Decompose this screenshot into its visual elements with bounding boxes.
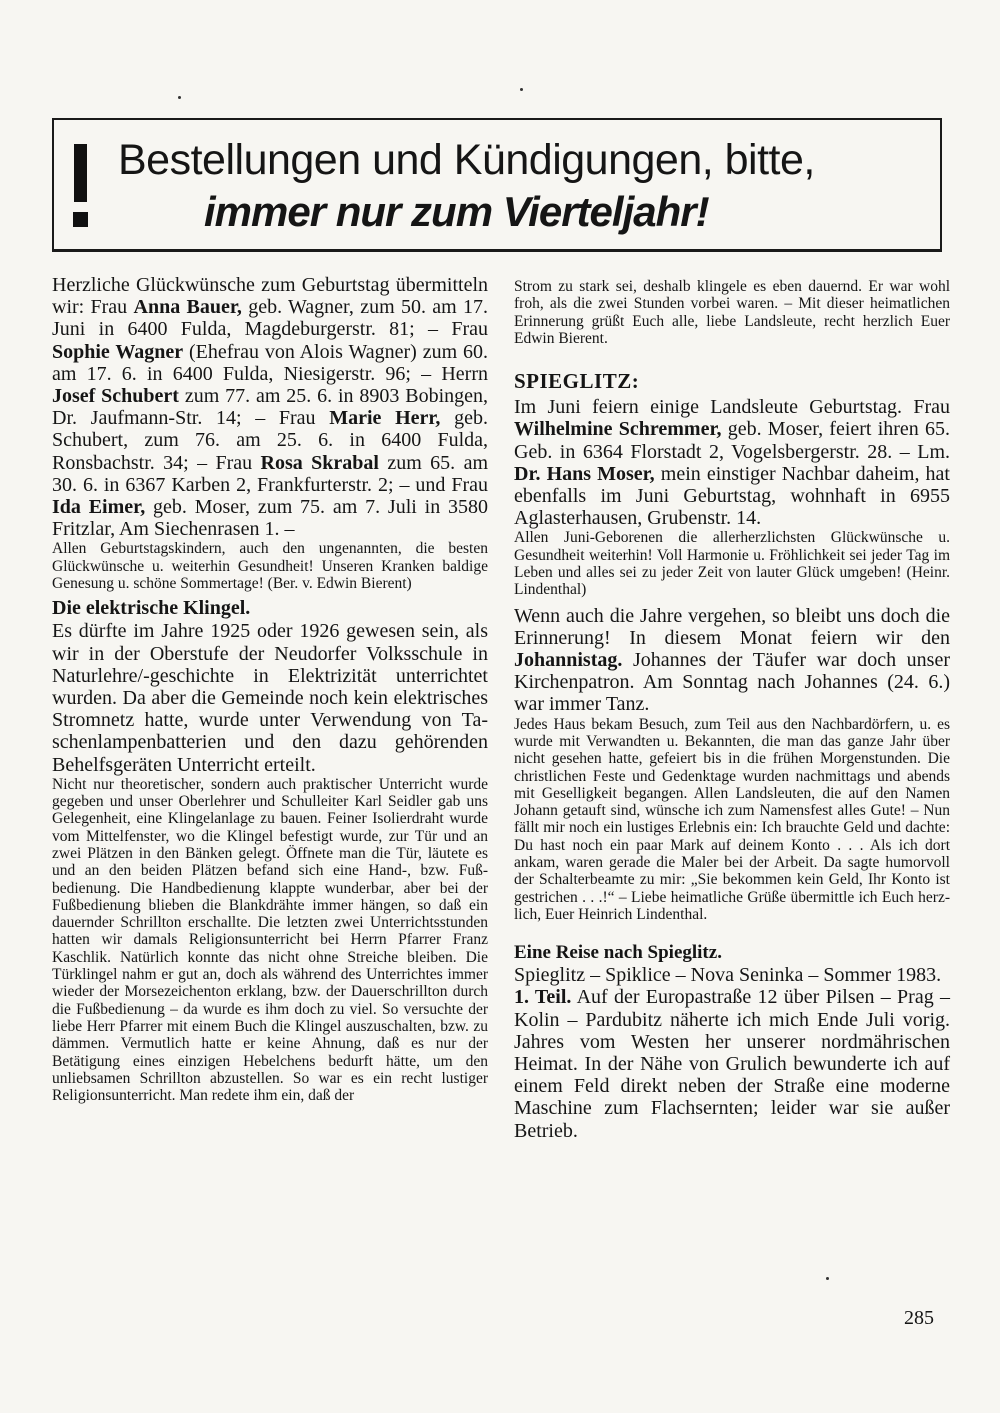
person-name: Dr. Hans Moser, (514, 462, 655, 485)
johannistag-label: Johannistag. (514, 649, 623, 671)
exclamation-icon (72, 144, 90, 232)
person-name: Ida Eimer, (52, 496, 146, 519)
banner-headline: Bestellungen und Kündigungen, bitte, (118, 136, 815, 184)
banner-subheadline: immer nur zum Vierteljahr! (204, 188, 709, 235)
scan-speck (178, 96, 181, 99)
person-name: Anna Bauer, (133, 296, 242, 319)
person-name: Wilhelmine Schremmer, (514, 418, 722, 441)
person-name: Marie Herr, (329, 407, 441, 430)
greetings-closing: Allen Geburtstagskindern, auch den ungenannten, die besten Glückwünsche u. weiterhin Gesundheit! Unseren Kranken baldige Genesung u. schöne Sommertage! (Ber. v. Edwin Bierent) (52, 540, 488, 593)
teil-label: 1. Teil. (514, 986, 572, 1009)
right-column (514, 278, 950, 1142)
spieglitz-greetings: Im Juni feiern einige Landsleute Geburtstag. Frau Wilhelmine Schremmer, geb. Moser, feiert ihren 65. Geb. in 6364 Florstadt 2, Vogelsbergerstr. 28. – Lm. Dr. Hans Moser, mein einstiger Nachbar daheim, hat ebenfalls im Juni Geburtstag, wohnhaft in 6955 Aglasterhausen, Grubenstr. 14. (514, 396, 951, 530)
scan-speck (520, 88, 523, 91)
johannis-intro: Wenn auch die Jahre vergehen, so bleibt uns doch die Erinnerung! In diesem Monat feiern wir den Johannistag. Johannes der Täufer war doch unser Kirchenpatron. Am Sonntag nach Johannes (24. 6.) war immer Tanz. (514, 604, 950, 716)
klingel-heading: Die elektrische Klingel. (52, 597, 251, 620)
person-name: Sophie Wagner (52, 340, 184, 363)
birthday-greetings: Herzliche Glückwünsche zum Geburtstag übermitteln wir: Frau Anna Bauer, geb. Wagner, zum 50. am 17. Juni in 6400 Fulda, Magdeburgerstr. 81; – Frau Sophie Wagner (Ehefrau von Alois Wagner) zum 60. am 17. 6. in 6400 Fulda, Niesigerstr. 96; – Herrn Josef Schubert zum 77. am 25. 6. in 8903 Bobingen, Dr. Jaufmann-Str. 14; – Frau Marie Herr, geb. Schubert, zum 76. am 25. 6. in 6400 Fulda, Ronsbachstr. 34; – Frau Rosa Skrabal zum 65. am 30. 6. in 6367 Karben 2, Frankfurterstr. 2; – und Frau Ida Eimer, geb. Moser, zum 75. am 7. Juli in 3580 Fritzlar, Am Siechenrasen 1. – (52, 274, 489, 541)
klingel-body: Nicht nur theoretischer, sondern auch praktischer Unterricht wurde gegeben und unser Oberlehrer und Schulleiter Karl Seidler gab uns Gelegenheit, eine Klingelanlage zu bauen. Feiner Isolierdraht wurde vom Mittelfenster, wo die Klingel befestigt wurde, zur Tür und an zwei Plätzen in den Bänken gelegt. Öffnete man die Tür, läutete es und an den beiden Plätzen befand sich eine Hand-, bzw. Fußbedienung. Die Handbedienung klappte wunderbar, aber bei der Fußbedienung blieben die Blankdrähte immer hängen, so daß ein dauernder Schrillton erschallte. Die letzten zwei Unterrichtsstunden hatten wir damals Religionsunterricht bei Herrn Pfarrer Franz Kaschlik. Natürlich konnte das nicht ohne Streiche bleiben. Die Türklingel nahm er gut an, doch als während des Unterrichtes immer wieder der Morsezeichenton erklang, bzw. der Dauerschrillton durch die Fußbedienung – da wurde es ihm doch zu viel. So versuchte der liebe Herr Pfarrer mit einem Buch die Klingel auszuschalten, bzw. zu dämmen. Vermutlich hatte er keine Ahnung, daß es nur der Betätigung eines einzigen Hebelchens bedurft hätte, um den unliebsamen Schrillton abzustellen. So war es ein recht lustiger Religionsunterricht. Man redete ihm ein, daß der (52, 775, 488, 1105)
scan-speck (826, 1277, 829, 1280)
reise-subtitle: Spieglitz – Spiklice – Nova Seninka – Sommer 1983. (514, 964, 942, 987)
notice-banner (52, 118, 942, 252)
page-number: 285 (904, 1307, 934, 1329)
spieglitz-wishes: Allen Juni-Geborenen die allerherzlichsten Glückwünsche u. Gesundheit weiterhin! Voll Harmonie u. Fröhlichkeit sei jeder Tag im Leben und alles sei zu jeder Zeit von lauter Glück umgeben! (Heinr. Lindenthal) (514, 529, 950, 599)
reise-heading: Eine Reise nach Spieglitz. (514, 942, 722, 964)
klingel-continued: Strom zu stark sei, deshalb klingele es eben dauernd. Er war wohl froh, als die zwei Stunden vorbei waren. – Mit dieser heimatlichen Erinnerung grüßt Euch alle, liebe Landsleute, recht herzlich Euer Edwin Bierent. (514, 278, 950, 347)
left-column (52, 274, 488, 1104)
reise-text: 1. Teil. Auf der Europastraße 12 über Pilsen – Prag – Kolin – Pardubitz näherte ich mich Ende Juli vorig. Jahres vom Westen her unserer nordmährischen Heimat. In der Nähe von Grulich bewunderte ich auf einem Feld direkt neben der Straße eine moderne Maschine zum Flachsernten; leider war sie außer Betrieb. (514, 986, 950, 1142)
johannis-body: Jedes Haus bekam Besuch, zum Teil aus den Nachbardörfern, u. es wurde mit Verwandten u. Bekannten, die man das ganze Jahr über nicht gesehen hatte, gefeiert bis in die frühen Morgenstunden. Die christlichen Feste und Gedenktage wurden nachmittags und abends mit Geselligkeit begangen. Allen Landsleuten, die auf den Namen Johann getauft sind, wünsche ich zum Namensfest alles Gute! – Nun fällt mir noch ein lustiges Erlebnis ein: Ich brauchte Geld und dachte: Du hast noch ein paar Mark auf deinem Konto . . . Als ich dort ankam, waren gerade die Maler bei der Arbeit. Da sagte humorvoll der Schalterbeamte zu mir: „Sie bekommen kein Geld, Ihr Konto ist gestrichen . . .!“ – Liebe heimatliche Grüße übermittle ich Euch herzlich, Euer Heinrich Lindenthal. (514, 715, 950, 923)
person-name: Rosa Skrabal (260, 451, 379, 474)
person-name: Josef Schubert (52, 385, 179, 408)
klingel-intro: Es dürfte im Jahre 1925 oder 1926 gewesen sein, als wir in der Oberstufe der Neudorfer Volksschule in Naturlehre/-geschichte in Elektrizität unterrichtet wurden. Da aber die Gemeinde noch kein elektrisches Stromnetz hatte, wurde unter Verwendung von Taschenlampenbatterien und den dazu gehörenden Behelfsgeräten Unterricht erteilt. (52, 620, 488, 776)
spieglitz-heading: SPIEGLITZ: (514, 369, 640, 394)
